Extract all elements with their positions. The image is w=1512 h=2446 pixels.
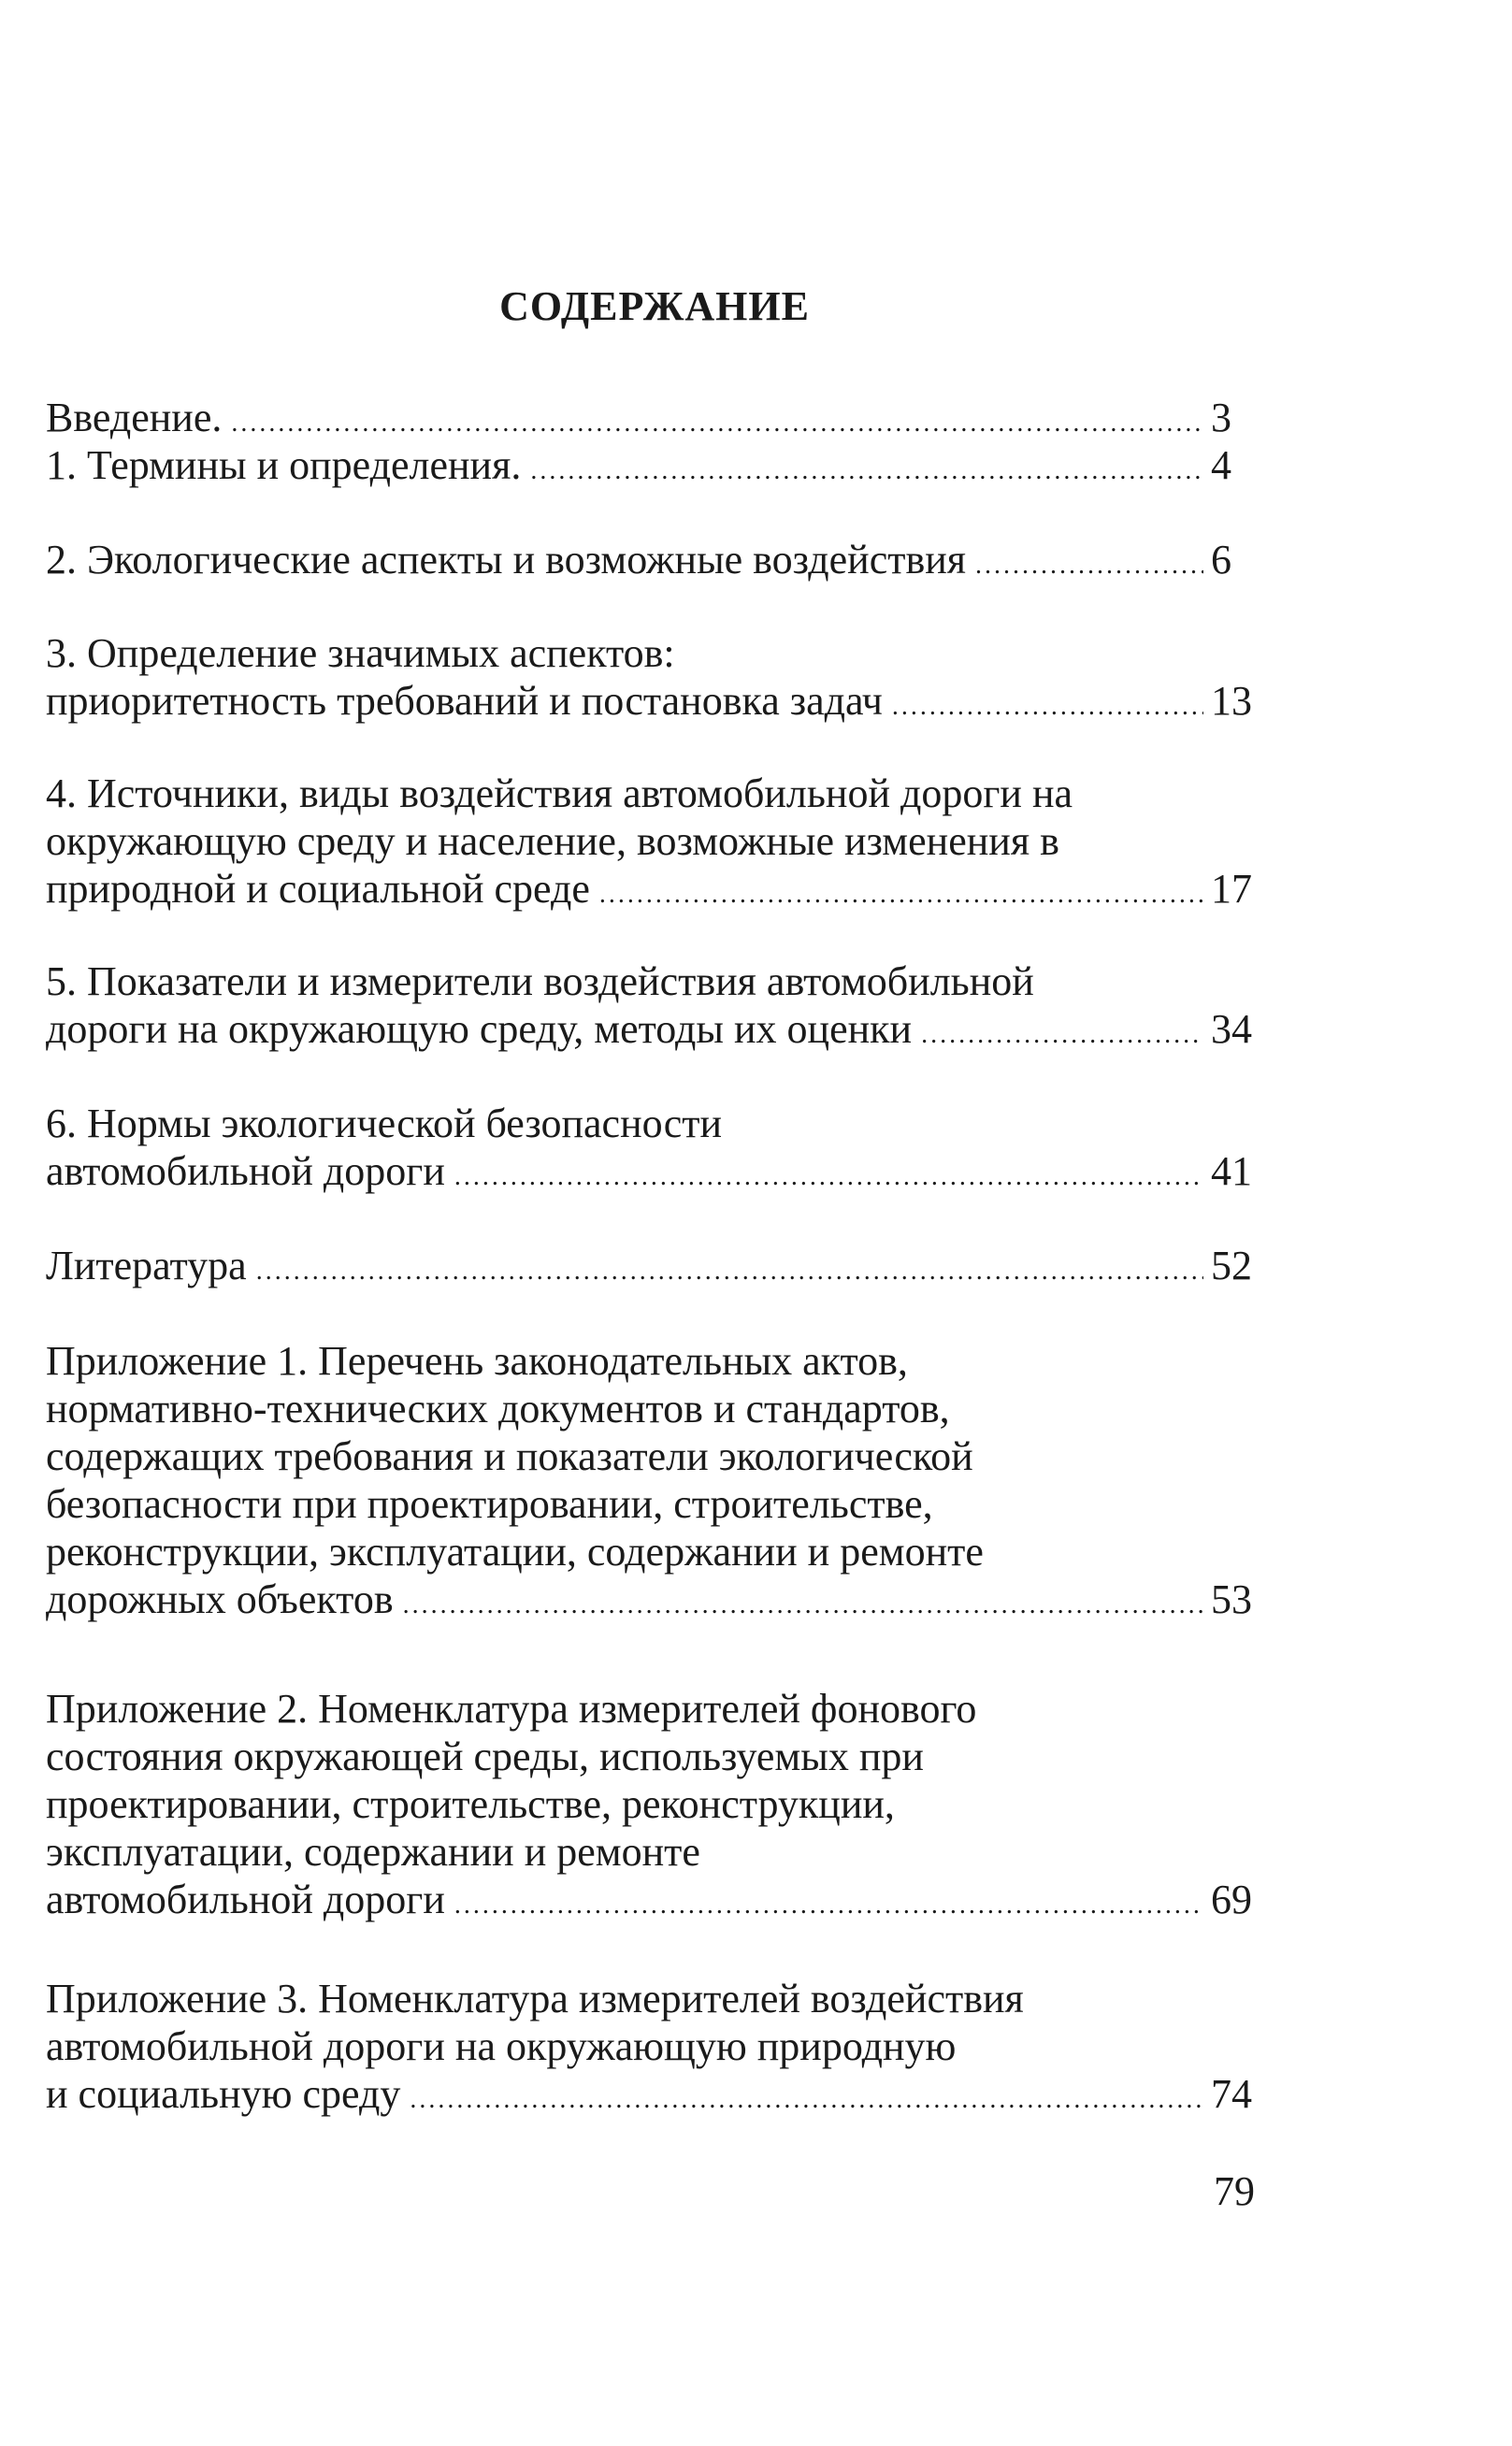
toc-entry-6 — [46, 1100, 1261, 1195]
leader-dots — [231, 399, 1203, 447]
toc-page-number: 17 — [1211, 866, 1252, 912]
toc-entry-title: дорожных объектов — [46, 1576, 394, 1622]
toc-entry-line: Приложение 2. Номенклатура измерителей фонового — [46, 1686, 977, 1732]
leader-dots — [256, 1247, 1203, 1295]
toc-entry-line: Приложение 1. Перечень законодательных актов, — [46, 1338, 908, 1384]
toc-heading: СОДЕРЖАНИЕ — [499, 283, 810, 329]
leader-dots — [454, 1881, 1203, 1929]
toc-page-number: 53 — [1211, 1576, 1252, 1622]
leader-dots — [599, 870, 1203, 918]
leader-dots — [530, 447, 1203, 495]
toc-entry-line: 3. Определение значимых аспектов: — [46, 630, 675, 676]
toc-entry-appendix-2 — [46, 1685, 1261, 1923]
toc-entry-line: содержащих требования и показатели экологической — [46, 1433, 973, 1479]
toc-page-number: 52 — [1211, 1243, 1252, 1288]
leader-dots — [454, 1153, 1203, 1201]
page-number: 79 — [1214, 2168, 1255, 2214]
leader-dots — [975, 541, 1203, 589]
toc-entry-title: автомобильной дороги — [46, 1148, 445, 1194]
toc-page-number: 34 — [1211, 1006, 1252, 1052]
toc-entry-introduction — [46, 394, 1261, 441]
toc-page-number: 41 — [1211, 1148, 1252, 1194]
toc-page-number: 4 — [1211, 442, 1231, 488]
toc-entry-title: и социальную среду — [46, 2071, 401, 2117]
toc-entry-1 — [46, 441, 1261, 489]
toc-entry-line: проектировании, строительстве, реконструкции, — [46, 1781, 895, 1827]
leader-dots — [892, 683, 1203, 730]
toc-page-number: 74 — [1211, 2071, 1252, 2117]
toc-entry-5 — [46, 957, 1261, 1053]
leader-dots — [921, 1011, 1203, 1058]
toc-entry-title: дороги на окружающую среду, методы их оценки — [46, 1006, 913, 1052]
toc-entry-line: 5. Показатели и измерители воздействия автомобильной — [46, 958, 1034, 1004]
toc-entry-3 — [46, 629, 1261, 725]
toc-entry-appendix-1 — [46, 1337, 1261, 1623]
toc-page-number: 13 — [1211, 678, 1252, 724]
toc-entry-line: Приложение 3. Номенклатура измерителей воздействия — [46, 1976, 1024, 2022]
toc-entry-title: Введение. — [46, 395, 223, 440]
toc-entry-line: состояния окружающей среды, используемых при — [46, 1734, 924, 1779]
toc-entry-line: реконструкции, эксплуатации, содержании и ремонте — [46, 1529, 984, 1575]
toc-entry-line: 4. Источники, виды воздействия автомобильной дороги на — [46, 770, 1073, 816]
toc-entry-appendix-3 — [46, 1975, 1261, 2118]
toc-entry-title: автомобильной дороги — [46, 1877, 445, 1922]
leader-dots — [410, 2076, 1203, 2123]
toc-entry-line: безопасности при проектировании, строительстве, — [46, 1481, 933, 1527]
toc-entry-line: эксплуатации, содержании и ремонте — [46, 1829, 700, 1875]
toc-entry-line: нормативно-технических документов и стандартов, — [46, 1386, 950, 1432]
toc-entry-title: 2. Экологические аспекты и возможные воздействия — [46, 537, 967, 583]
toc-entry-title: 1. Термины и определения. — [46, 442, 522, 488]
leader-dots — [403, 1581, 1203, 1629]
toc-entry-line: 6. Нормы экологической безопасности — [46, 1101, 723, 1146]
toc-entry-title: приоритетность требований и постановка задач — [46, 678, 883, 724]
toc-entry-2 — [46, 536, 1261, 583]
toc-page-number: 3 — [1211, 395, 1231, 440]
toc-entry-line: окружающую среду и население, возможные изменения в — [46, 818, 1059, 864]
toc-entry-literature — [46, 1242, 1261, 1289]
toc-entry-title: природной и социальной среде — [46, 866, 590, 912]
toc-entry-title: Литература — [46, 1243, 247, 1288]
toc-entry-line: автомобильной дороги на окружающую природную — [46, 2023, 957, 2069]
toc-page-number: 6 — [1211, 537, 1231, 583]
toc-entry-4 — [46, 770, 1261, 913]
toc-page-number: 69 — [1211, 1877, 1252, 1922]
